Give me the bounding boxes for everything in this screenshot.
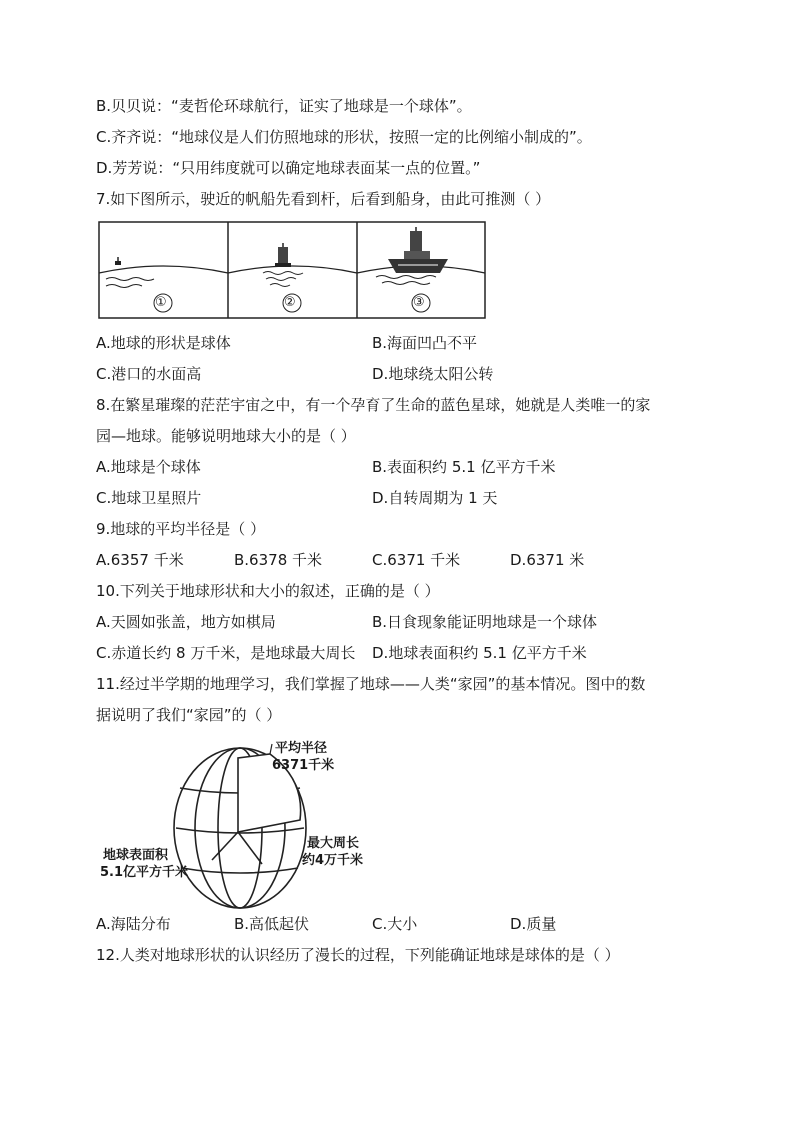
q6-option-c: C.齐齐说：“地球仪是人们仿照地球的形状，按照一定的比例缩小制成的”。 <box>96 128 592 146</box>
q11-stem-line-2: 据说明了我们“家园”的（ ） <box>96 706 282 724</box>
circumference-label-2: 约4万千米 <box>302 853 364 868</box>
q7-panel-2-label: ② <box>284 295 296 310</box>
q6-option-d: D.芳芳说：“只用纬度就可以确定地球表面某一点的位置。” <box>96 159 481 177</box>
q8-option-b[interactable]: B.表面积约 5.1 亿平方千米 <box>372 458 556 476</box>
q10-option-a[interactable]: A.天圆如张盖，地方如棋局 <box>96 613 276 631</box>
q10-option-c[interactable]: C.赤道长约 8 万千米，是地球最大周长 <box>96 644 356 662</box>
q11-option-d[interactable]: D.质量 <box>510 915 557 933</box>
q9-option-c[interactable]: C.6371 千米 <box>372 551 461 569</box>
ship-fully-visible-icon <box>388 227 448 273</box>
q7-stem: 7.如下图所示，驶近的帆船先看到杆，后看到船身，由此可推测（ ） <box>96 190 551 208</box>
q11-option-b[interactable]: B.高低起伏 <box>234 915 310 933</box>
q11-stem-line-1: 11.经过半学期的地理学习，我们掌握了地球——人类“家园”的基本情况。图中的数 <box>96 675 646 693</box>
q10-option-d[interactable]: D.地球表面积约 5.1 亿平方千米 <box>372 644 587 662</box>
q8-stem-line-1: 8.在繁星璀璨的茫茫宇宙之中，有一个孕育了生命的蓝色星球，她就是人类唯一的家 <box>96 396 651 414</box>
radius-label-1: 平均半径 <box>275 741 328 756</box>
q9-option-d[interactable]: D.6371 米 <box>510 551 585 569</box>
q8-option-a[interactable]: A.地球是个球体 <box>96 458 201 476</box>
q6-option-b: B.贝贝说：“麦哲伦环球航行，证实了地球是一个球体”。 <box>96 97 472 115</box>
area-label-2: 5.1亿平方千米 <box>100 865 189 880</box>
q7-panel-3-label: ③ <box>413 295 425 310</box>
circumference-label-1: 最大周长 <box>307 836 360 851</box>
q8-option-d[interactable]: D.自转周期为 1 天 <box>372 489 498 507</box>
q7-option-c[interactable]: C.港口的水面高 <box>96 365 202 383</box>
q7-panel-1-label: ① <box>155 295 167 310</box>
q8-option-c[interactable]: C.地球卫星照片 <box>96 489 202 507</box>
ship-half-visible-icon <box>275 243 291 267</box>
q12-stem: 12.人类对地球形状的认识经历了漫长的过程，下列能确证地球是球体的是（ ） <box>96 946 620 964</box>
q10-stem: 10.下列关于地球形状和大小的叙述，正确的是（ ） <box>96 582 440 600</box>
q10-option-b[interactable]: B.日食现象能证明地球是一个球体 <box>372 613 598 631</box>
q11-option-a[interactable]: A.海陆分布 <box>96 915 171 933</box>
q7-option-a[interactable]: A.地球的形状是球体 <box>96 334 231 352</box>
area-label-1: 地球表面积 <box>103 848 169 863</box>
q11-option-c[interactable]: C.大小 <box>372 915 418 933</box>
ship-mast-tip-icon <box>115 257 121 265</box>
q7-option-d[interactable]: D.地球绕太阳公转 <box>372 365 494 383</box>
q9-stem: 9.地球的平均半径是（ ） <box>96 520 266 538</box>
q9-option-a[interactable]: A.6357 千米 <box>96 551 184 569</box>
q8-stem-line-2: 园—地球。能够说明地球大小的是（ ） <box>96 427 356 445</box>
q9-option-b[interactable]: B.6378 千米 <box>234 551 323 569</box>
radius-label-2: 6371千米 <box>272 758 335 773</box>
q7-option-b[interactable]: B.海面凹凸不平 <box>372 334 478 352</box>
